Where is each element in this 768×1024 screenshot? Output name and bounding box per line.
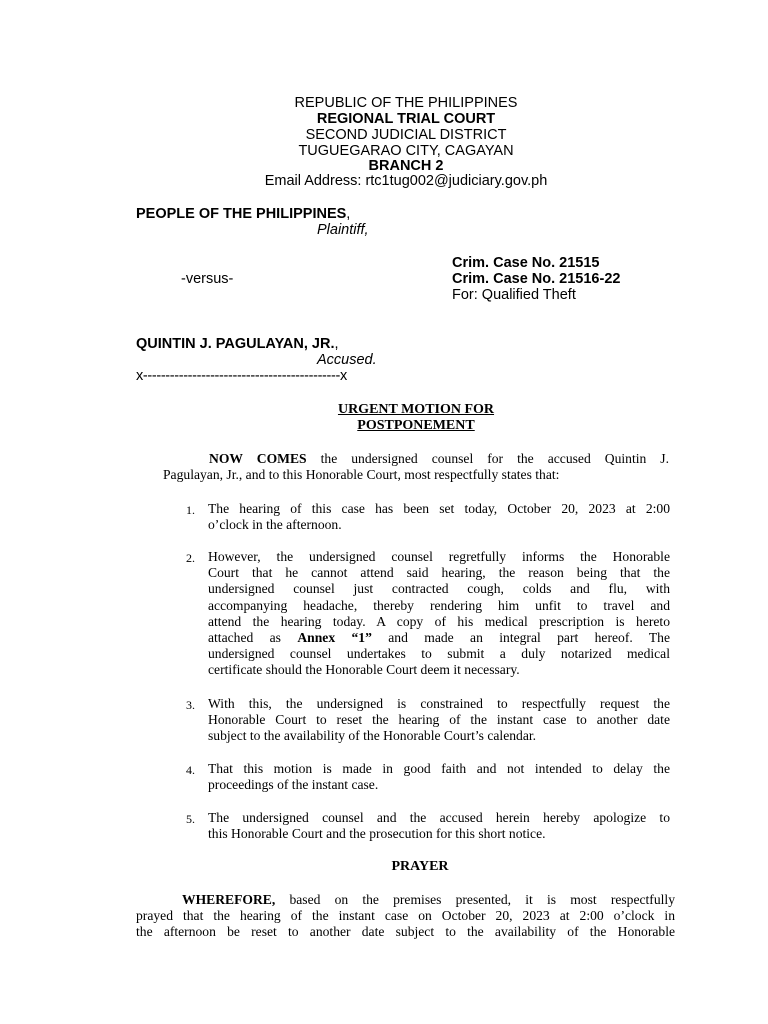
accused-comma: , — [334, 336, 339, 352]
prayer-title: PRAYER — [391, 859, 449, 874]
item-number-3: 3. — [186, 698, 195, 712]
item-line: With this, the undersigned is constrained to respectfully request the — [208, 696, 670, 711]
item-line: attend the hearing today. A copy of his medical prescription is hereto — [208, 613, 670, 629]
prayer-lead: WHEREFORE, — [182, 892, 276, 907]
item-number-1: 1. — [186, 503, 195, 517]
item-line: The hearing of this case has been set today, October 20, 2023 at 2:00 — [208, 501, 670, 516]
plaintiff-role: Plaintiff, — [317, 222, 369, 238]
item-number-5: 5. — [186, 812, 195, 826]
item-5-text — [208, 810, 670, 842]
motion-title-line-1: URGENT MOTION FOR — [337, 402, 495, 417]
annex-suffix: and made an integral part hereof. The — [388, 630, 670, 646]
item-number-4: 4. — [186, 763, 195, 777]
item-number-2: 2. — [186, 551, 195, 565]
prayer-paragraph — [136, 892, 675, 941]
item-line: undersigned counsel undertakes to submit a duly notarized medical — [208, 646, 670, 662]
item-2-text — [208, 549, 670, 679]
item-1-text — [208, 501, 670, 533]
prayer-line-1 — [136, 892, 675, 908]
item-line-annex — [208, 630, 670, 646]
header-branch: BRANCH 2 — [368, 158, 444, 174]
item-line: o’clock in the afternoon. — [208, 517, 342, 533]
item-line: subject to the availability of the Honorable Court’s calendar. — [208, 728, 537, 744]
accused-role: Accused. — [317, 352, 377, 368]
intro-line-1-text: the undersigned counsel for the accused Quintin J. — [306, 451, 669, 466]
item-4-text — [208, 761, 670, 793]
prayer-line-3: the afternoon be reset to another date subject to the availability of the Honorable — [136, 924, 675, 940]
case-number-2: Crim. Case No. 21516-22 — [452, 271, 621, 287]
accused-name: QUINTIN J. PAGULAYAN, JR. — [136, 336, 335, 352]
annex-prefix: attached as — [208, 630, 281, 646]
item-line: certificate should the Honorable Court deem it necessary. — [208, 662, 520, 678]
item-line: Honorable Court to reset the hearing of the instant case to another date — [208, 712, 670, 728]
plaintiff-comma: , — [346, 206, 351, 222]
intro-line-2: Pagulayan, Jr., and to this Honorable Court, most respectfully states that: — [163, 467, 560, 483]
item-line: proceedings of the instant case. — [208, 777, 379, 793]
item-line: accompanying headache, thereby rendering him unfit to travel and — [208, 597, 670, 613]
header-republic: REPUBLIC OF THE PHILIPPINES — [294, 95, 518, 111]
header-court: REGIONAL TRIAL COURT — [316, 111, 496, 127]
accused-line — [136, 336, 339, 352]
item-3-text — [208, 696, 670, 745]
header-district: SECOND JUDICIAL DISTRICT — [305, 127, 507, 143]
intro-paragraph — [163, 451, 669, 483]
item-line: However, the undersigned counsel regretfully informs the Honorable — [208, 549, 670, 564]
plaintiff-line — [136, 206, 350, 222]
case-number-1: Crim. Case No. 21515 — [452, 255, 600, 271]
plaintiff-name: PEOPLE OF THE PHILIPPINES — [136, 206, 347, 222]
item-line: this Honorable Court and the prosecution for this short notice. — [208, 826, 546, 842]
item-line: Court that he cannot attend said hearing, the reason being that the — [208, 565, 670, 581]
prayer-line-2: prayed that the hearing of the instant case on October 20, 2023 at 2:00 o’clock in — [136, 908, 675, 924]
annex-label: Annex “1” — [297, 630, 372, 646]
item-line: That this motion is made in good faith and not intended to delay the — [208, 761, 670, 776]
offense-label: For: Qualified Theft — [452, 287, 576, 303]
prayer-line-1-text: based on the premises presented, it is most respectfully — [275, 892, 675, 907]
item-line: undersigned counsel just contracted cough, colds and flu, with — [208, 581, 670, 597]
intro-lead: NOW COMES — [209, 451, 307, 466]
caption-separator: x--------------------------------------------x — [136, 368, 347, 384]
intro-line-1 — [163, 451, 669, 467]
header-email: Email Address: rtc1tug002@judiciary.gov.ph — [264, 173, 548, 189]
item-line: The undersigned counsel and the accused herein hereby apologize to — [208, 810, 670, 825]
versus-label: -versus- — [181, 271, 234, 287]
header-city: TUGUEGARAO CITY, CAGAYAN — [298, 143, 514, 159]
motion-title-line-2: POSTPONEMENT — [357, 418, 475, 433]
